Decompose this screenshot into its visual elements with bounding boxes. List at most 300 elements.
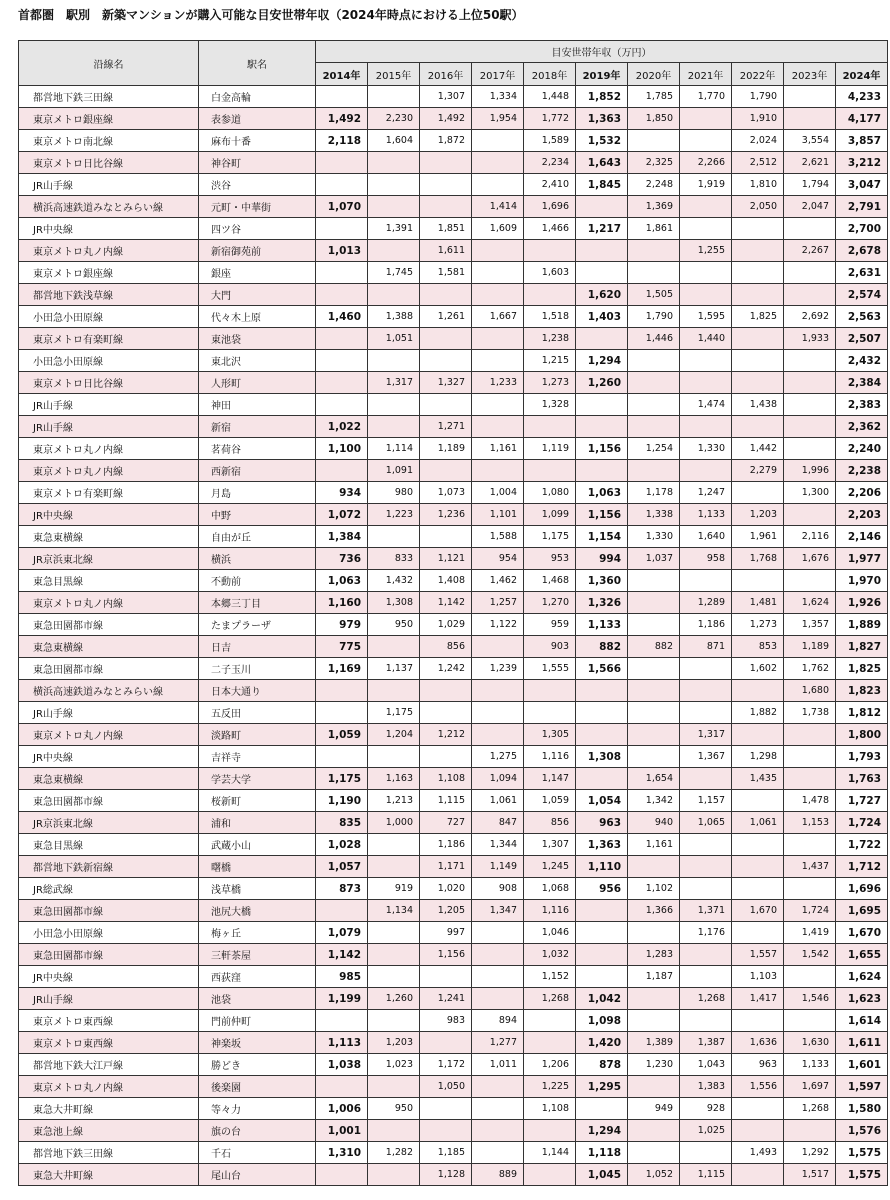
station-name-cell: 不動前 [199,570,316,592]
income-value-cell [680,570,732,592]
income-value-cell: 1,403 [576,306,628,328]
income-value-cell: 1,239 [472,658,524,680]
income-value-cell: 1,566 [576,658,628,680]
income-value-cell [628,1120,680,1142]
income-value-cell [524,702,576,724]
income-value-cell [784,284,836,306]
station-name-cell: 門前仲町 [199,1010,316,1032]
income-value-cell: 1,236 [420,504,472,526]
table-row [19,768,888,790]
station-name-cell: 旗の台 [199,1120,316,1142]
income-value-cell [680,262,732,284]
income-value-cell [420,702,472,724]
station-name-cell: 東池袋 [199,328,316,350]
table-row [19,636,888,658]
income-value-cell [732,416,784,438]
line-name-cell: 東急東横線 [19,526,199,548]
income-value-cell: 1,670 [732,900,784,922]
income-value-cell [472,1120,524,1142]
income-value-cell: 889 [472,1164,524,1186]
income-value-cell: 1,575 [836,1142,888,1164]
income-value-cell [472,1142,524,1164]
income-value-cell: 1,827 [836,636,888,658]
income-value-cell [524,1010,576,1032]
station-name-cell: 淡路町 [199,724,316,746]
table-row [19,1076,888,1098]
income-value-cell [420,284,472,306]
income-value-cell [628,570,680,592]
income-value-cell: 1,882 [732,702,784,724]
income-value-cell [784,834,836,856]
table-row [19,966,888,988]
income-value-cell [316,174,368,196]
income-value-cell [368,416,420,438]
income-value-cell: 2,267 [784,240,836,262]
income-value-cell: 1,059 [316,724,368,746]
income-value-cell [732,790,784,812]
income-value-cell: 1,100 [316,438,368,460]
income-value-cell [524,1164,576,1186]
income-value-cell: 979 [316,614,368,636]
income-value-cell [732,1098,784,1120]
income-value-cell: 1,171 [420,856,472,878]
income-value-cell: 1,437 [784,856,836,878]
income-value-cell: 1,474 [680,394,732,416]
table-row [19,306,888,328]
table-row [19,614,888,636]
income-value-cell [784,372,836,394]
income-value-cell: 1,212 [420,724,472,746]
income-value-cell: 1,122 [472,614,524,636]
income-value-cell [316,460,368,482]
income-value-cell: 2,234 [524,152,576,174]
income-value-cell: 1,575 [836,1164,888,1186]
income-value-cell [628,702,680,724]
income-value-cell: 1,186 [680,614,732,636]
income-value-cell: 2,700 [836,218,888,240]
station-name-cell: 梅ヶ丘 [199,922,316,944]
station-header: 駅名 [199,41,316,86]
income-value-cell: 1,446 [628,328,680,350]
income-value-cell: 1,387 [680,1032,732,1054]
income-value-cell [316,702,368,724]
income-value-cell: 1,933 [784,328,836,350]
income-value-cell: 956 [576,878,628,900]
table-row [19,570,888,592]
income-value-cell: 2,024 [732,130,784,152]
income-value-cell [316,746,368,768]
income-value-cell: 1,793 [836,746,888,768]
income-value-cell: 1,175 [316,768,368,790]
income-value-cell [316,394,368,416]
income-value-cell [732,856,784,878]
table-row [19,482,888,504]
income-value-cell [628,372,680,394]
income-value-cell [680,218,732,240]
line-name-cell: 東京メトロ日比谷線 [19,152,199,174]
income-value-cell: 1,022 [316,416,368,438]
station-name-cell: 浅草橋 [199,878,316,900]
income-value-cell: 1,367 [680,746,732,768]
line-name-cell: 東京メトロ丸ノ内線 [19,1076,199,1098]
income-value-cell: 1,770 [680,86,732,108]
line-name-cell: JR山手線 [19,988,199,1010]
table-row [19,240,888,262]
income-value-cell: 775 [316,636,368,658]
income-value-cell: 1,555 [524,658,576,680]
income-value-cell: 1,011 [472,1054,524,1076]
table-row [19,1142,888,1164]
income-value-cell [576,328,628,350]
income-value-cell: 1,492 [316,108,368,130]
income-value-cell: 1,114 [368,438,420,460]
income-value-cell [472,350,524,372]
income-value-cell: 1,108 [524,1098,576,1120]
station-name-cell: 代々木上原 [199,306,316,328]
income-value-cell: 908 [472,878,524,900]
income-value-cell: 2,206 [836,482,888,504]
table-row [19,196,888,218]
income-value-cell: 1,384 [316,526,368,548]
income-value-cell: 1,079 [316,922,368,944]
income-value-cell: 1,695 [836,900,888,922]
station-name-cell: 自由が丘 [199,526,316,548]
income-value-cell: 953 [524,548,576,570]
year-header: 2021年 [680,63,732,86]
table-row [19,944,888,966]
income-value-cell [472,460,524,482]
income-value-cell: 1,115 [680,1164,732,1186]
station-name-cell: 銀座 [199,262,316,284]
income-value-cell [628,1010,680,1032]
income-value-cell: 856 [524,812,576,834]
income-value-cell: 1,505 [628,284,680,306]
line-name-cell: 東京メトロ有楽町線 [19,328,199,350]
income-value-cell [524,416,576,438]
income-value-cell: 1,157 [680,790,732,812]
station-name-cell: 渋谷 [199,174,316,196]
income-value-cell: 994 [576,548,628,570]
line-name-cell: JR総武線 [19,878,199,900]
income-value-cell: 2,279 [732,460,784,482]
income-value-cell [524,1032,576,1054]
income-value-cell: 1,115 [420,790,472,812]
station-name-cell: 浦和 [199,812,316,834]
income-value-cell: 1,116 [524,900,576,922]
income-value-cell: 1,065 [680,812,732,834]
line-name-cell: JR山手線 [19,416,199,438]
income-value-cell: 3,554 [784,130,836,152]
table-row [19,878,888,900]
year-header: 2014年 [316,63,368,86]
table-row [19,460,888,482]
income-value-cell [680,350,732,372]
station-name-cell: 吉祥寺 [199,746,316,768]
income-value-cell: 1,298 [732,746,784,768]
income-value-cell: 1,045 [576,1164,628,1186]
income-value-cell [784,350,836,372]
income-value-cell: 1,468 [524,570,576,592]
income-value-cell: 1,810 [732,174,784,196]
line-name-cell: 東京メトロ丸ノ内線 [19,438,199,460]
table-row [19,746,888,768]
income-value-cell: 1,000 [368,812,420,834]
income-value-cell: 1,643 [576,152,628,174]
income-value-cell: 847 [472,812,524,834]
income-value-cell: 2,240 [836,438,888,460]
income-value-cell: 1,101 [472,504,524,526]
table-row [19,350,888,372]
station-name-cell: 二子玉川 [199,658,316,680]
table-row [19,724,888,746]
income-value-cell: 1,611 [836,1032,888,1054]
income-value-cell: 1,603 [524,262,576,284]
income-value-cell: 1,722 [836,834,888,856]
income-value-cell [732,922,784,944]
income-value-cell: 1,371 [680,900,732,922]
income-value-cell [732,1164,784,1186]
income-value-cell: 1,589 [524,130,576,152]
income-value-cell [732,570,784,592]
income-value-cell: 1,330 [680,438,732,460]
income-value-cell [316,900,368,922]
income-value-cell: 1,462 [472,570,524,592]
income-value-cell: 1,861 [628,218,680,240]
income-value-cell [472,1076,524,1098]
income-value-cell [784,438,836,460]
line-name-cell: 東急池上線 [19,1120,199,1142]
income-value-cell: 1,271 [420,416,472,438]
income-value-cell: 2,574 [836,284,888,306]
line-name-cell: 都営地下鉄三田線 [19,86,199,108]
table-row [19,548,888,570]
income-value-cell: 1,338 [628,504,680,526]
income-value-cell [576,768,628,790]
income-value-cell: 1,308 [576,746,628,768]
income-value-cell [576,680,628,702]
income-value-cell: 934 [316,482,368,504]
income-value-cell [368,636,420,658]
line-name-cell: 東京メトロ丸ノ内線 [19,240,199,262]
income-value-cell [368,680,420,702]
table-row [19,834,888,856]
income-value-cell: 1,189 [420,438,472,460]
income-value-cell: 1,142 [316,944,368,966]
year-header: 2015年 [368,63,420,86]
table-row [19,1032,888,1054]
income-value-cell: 1,051 [368,328,420,350]
income-value-cell: 4,177 [836,108,888,130]
income-value-cell [576,966,628,988]
income-value-cell: 1,640 [680,526,732,548]
income-value-cell: 1,006 [316,1098,368,1120]
income-value-cell [628,922,680,944]
income-value-cell [732,262,784,284]
income-value-cell: 1,763 [836,768,888,790]
income-value-cell: 1,800 [836,724,888,746]
income-value-cell: 1,043 [680,1054,732,1076]
income-value-cell: 1,517 [784,1164,836,1186]
income-value-cell: 1,580 [836,1098,888,1120]
line-name-cell: JR京浜東北線 [19,548,199,570]
income-value-cell: 1,614 [836,1010,888,1032]
income-value-cell: 980 [368,482,420,504]
income-value-cell [680,460,732,482]
income-value-cell: 1,169 [316,658,368,680]
income-value-cell [420,1032,472,1054]
income-value-cell: 2,507 [836,328,888,350]
station-name-cell: 新宿御苑前 [199,240,316,262]
income-value-cell [472,152,524,174]
income-value-cell [576,724,628,746]
income-value-cell: 1,099 [524,504,576,526]
income-value-cell: 1,203 [732,504,784,526]
income-value-cell: 1,070 [316,196,368,218]
income-value-cell: 1,330 [628,526,680,548]
income-value-cell [316,680,368,702]
income-value-cell: 1,448 [524,86,576,108]
income-value-cell: 1,230 [628,1054,680,1076]
income-value-cell: 1,204 [368,724,420,746]
income-value-cell: 1,604 [368,130,420,152]
table-row [19,922,888,944]
income-value-cell: 1,745 [368,262,420,284]
income-value-cell: 1,630 [784,1032,836,1054]
income-value-cell: 928 [680,1098,732,1120]
line-name-cell: JR中央線 [19,218,199,240]
income-value-cell [420,526,472,548]
income-value-cell: 878 [576,1054,628,1076]
income-value-cell: 983 [420,1010,472,1032]
station-name-cell: たまプラーザ [199,614,316,636]
income-value-cell: 1,823 [836,680,888,702]
line-name-cell: 東急東横線 [19,636,199,658]
income-value-cell [472,416,524,438]
income-value-cell: 1,532 [576,130,628,152]
income-value-cell: 1,611 [420,240,472,262]
table-row [19,174,888,196]
income-value-cell: 2,791 [836,196,888,218]
income-value-cell: 1,435 [732,768,784,790]
income-value-cell: 2,203 [836,504,888,526]
income-value-cell: 1,189 [784,636,836,658]
income-value-cell [732,240,784,262]
income-value-cell: 1,063 [576,482,628,504]
income-value-cell [420,460,472,482]
income-value-cell [628,394,680,416]
income-value-cell [368,1120,420,1142]
year-header: 2024年 [836,63,888,86]
income-value-cell: 1,317 [368,372,420,394]
income-value-cell: 1,762 [784,658,836,680]
income-value-cell [680,196,732,218]
income-value-cell: 963 [732,1054,784,1076]
income-value-cell: 2,325 [628,152,680,174]
income-value-cell [628,856,680,878]
income-value-cell: 1,242 [420,658,472,680]
station-name-cell: 茗荷谷 [199,438,316,460]
income-value-cell [472,130,524,152]
station-name-cell: 千石 [199,1142,316,1164]
income-value-cell [420,174,472,196]
table-row [19,680,888,702]
income-value-cell: 1,270 [524,592,576,614]
income-value-cell: 1,601 [836,1054,888,1076]
income-value-cell: 1,347 [472,900,524,922]
income-value-cell: 1,478 [784,790,836,812]
income-value-cell: 1,001 [316,1120,368,1142]
income-value-cell [628,988,680,1010]
income-value-cell: 1,910 [732,108,784,130]
income-value-cell [472,174,524,196]
income-value-cell: 1,310 [316,1142,368,1164]
income-value-cell [472,240,524,262]
income-value-cell: 1,142 [420,592,472,614]
line-name-cell: JR山手線 [19,394,199,416]
income-value-cell [316,372,368,394]
income-value-cell: 1,213 [368,790,420,812]
income-value-cell: 1,825 [836,658,888,680]
income-value-cell [784,878,836,900]
income-value-cell: 958 [680,548,732,570]
income-value-cell: 835 [316,812,368,834]
line-name-cell: 東京メトロ銀座線 [19,108,199,130]
income-value-cell: 1,466 [524,218,576,240]
income-value-cell [368,944,420,966]
income-value-cell [732,482,784,504]
income-value-cell [316,152,368,174]
income-value-cell: 2,621 [784,152,836,174]
income-value-cell: 1,134 [368,900,420,922]
income-value-cell: 1,206 [524,1054,576,1076]
income-value-cell [680,680,732,702]
income-value-cell: 1,133 [576,614,628,636]
income-value-cell: 1,369 [628,196,680,218]
income-value-cell [784,86,836,108]
station-name-cell: 曙橋 [199,856,316,878]
income-value-cell: 1,300 [784,482,836,504]
income-value-cell: 1,187 [628,966,680,988]
income-value-cell: 1,283 [628,944,680,966]
income-value-cell: 2,116 [784,526,836,548]
station-name-cell: 池尻大橋 [199,900,316,922]
table-row [19,108,888,130]
income-value-cell: 1,061 [732,812,784,834]
income-value-cell: 1,845 [576,174,628,196]
income-value-cell: 1,438 [732,394,784,416]
income-value-cell [680,1010,732,1032]
income-value-cell: 1,420 [576,1032,628,1054]
station-name-cell: 麻布十番 [199,130,316,152]
income-value-cell [784,570,836,592]
income-value-cell [420,152,472,174]
income-value-cell: 950 [368,614,420,636]
income-value-cell: 2,118 [316,130,368,152]
line-name-cell: 都営地下鉄大江戸線 [19,1054,199,1076]
income-value-cell: 1,238 [524,328,576,350]
income-value-cell: 1,996 [784,460,836,482]
income-value-cell [576,900,628,922]
income-value-cell [628,416,680,438]
income-value-cell: 2,678 [836,240,888,262]
income-value-cell [732,372,784,394]
income-value-cell [472,922,524,944]
income-value-cell: 1,013 [316,240,368,262]
income-value-cell [576,944,628,966]
income-value-cell: 1,042 [576,988,628,1010]
income-value-cell: 1,772 [524,108,576,130]
station-name-cell: 大門 [199,284,316,306]
